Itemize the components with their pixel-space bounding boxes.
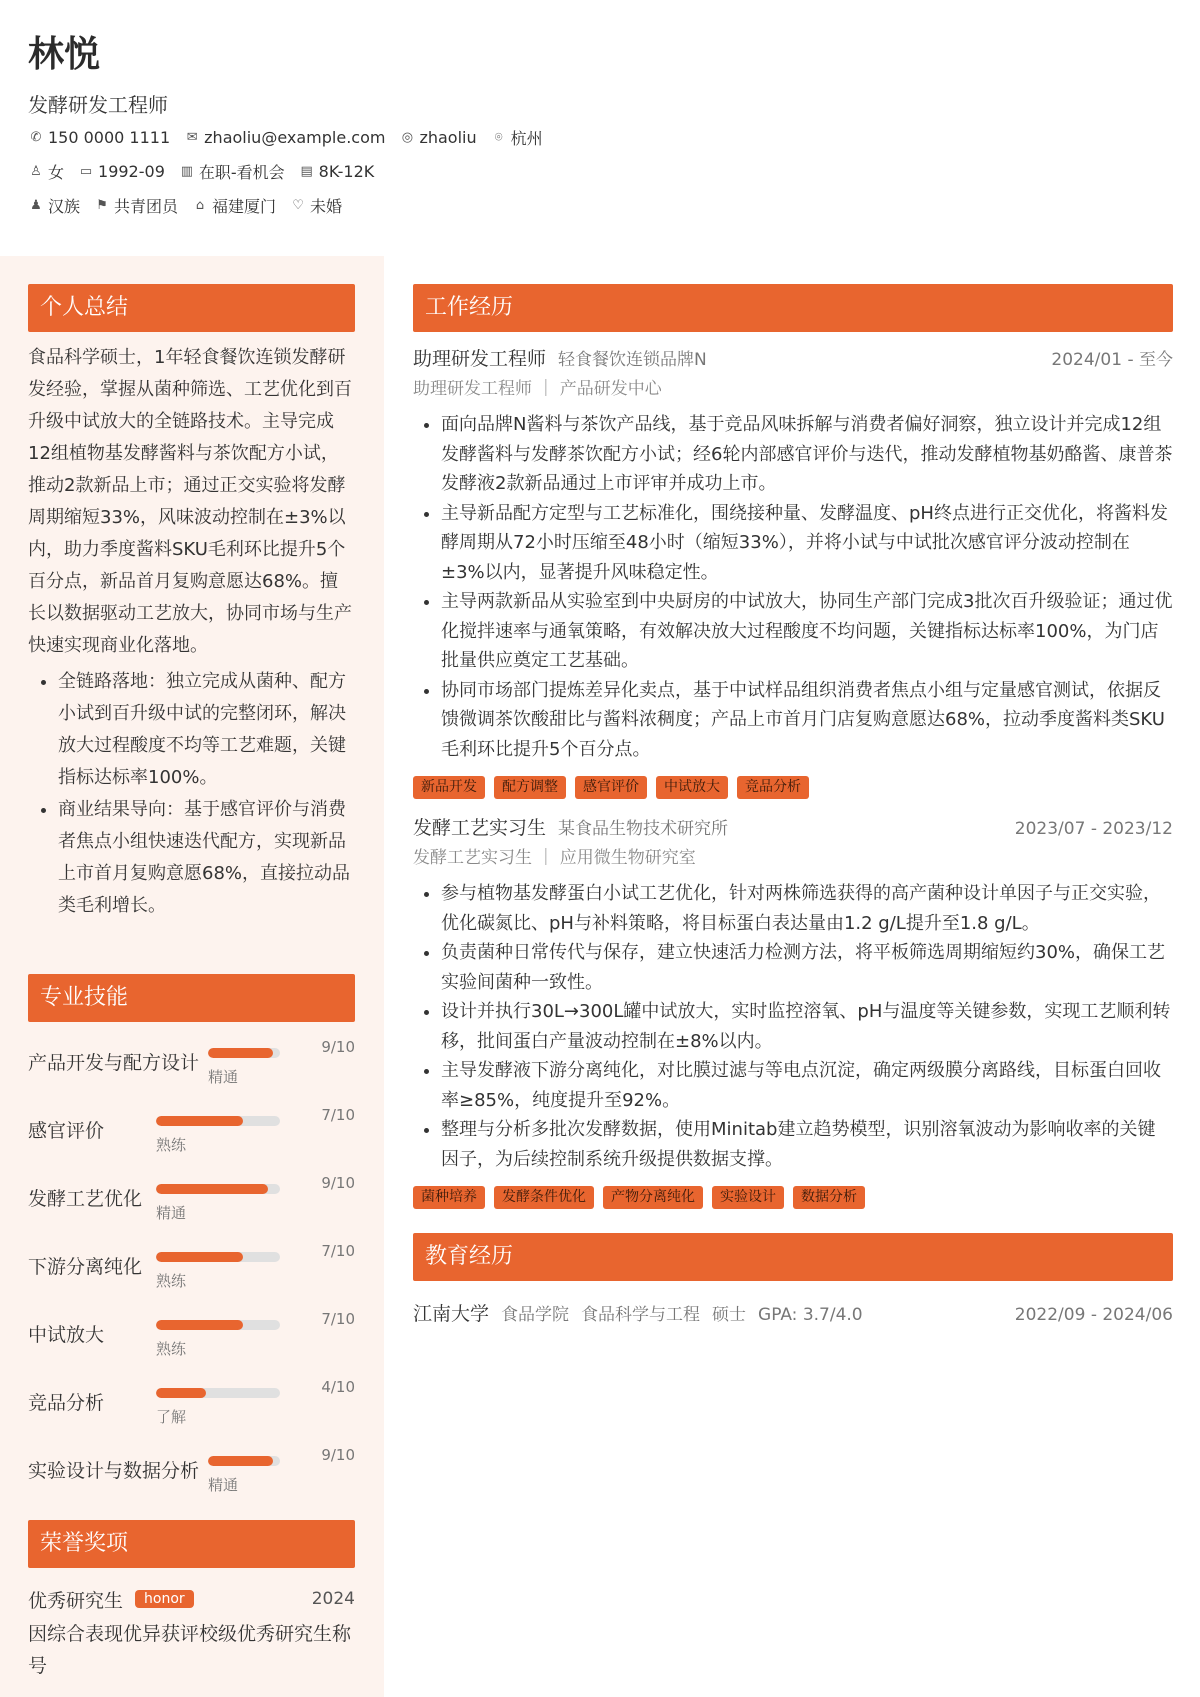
candidate-title: 发酵研发工程师 [28, 93, 168, 117]
education-row [413, 1299, 1173, 1326]
info-item [192, 194, 276, 217]
job-role: 助理研发工程师 [413, 348, 547, 370]
edu-date: 2022/09 - 2024/06 [1014, 1305, 1173, 1325]
job-bullet: • 面向品牌N酱料与茶饮产品线，基于竞品风味拆解与消费者偏好洞察，独立设计并完成12组发酵酱料与发酵茶饮配方小试；经6轮内部感官评价与迭代，推动发酵植物基奶酪酱、康普茶发酵液2款新品通过上市评审并成功上市。 [441, 410, 1173, 499]
job-bullets [413, 410, 1173, 764]
skill-score: 7/10 [321, 1106, 355, 1124]
home-icon: ⌂ [195, 197, 205, 213]
main-column [413, 256, 1173, 1326]
skill-bar-fill [156, 1184, 268, 1194]
candidate-name: 林悦 [28, 34, 101, 75]
info-item [28, 128, 170, 147]
job-header [413, 344, 1173, 374]
skill-row [28, 1102, 355, 1170]
info-item [94, 194, 178, 217]
skill-name: 感官评价 [28, 1120, 105, 1142]
honor-year: 2024 [311, 1589, 355, 1609]
skill-score: 4/10 [321, 1378, 355, 1396]
skill-bar-fill [208, 1456, 273, 1466]
honors-heading: 荣誉奖项 [28, 1520, 355, 1568]
job-date: 2024/01 - 至今 [1051, 350, 1173, 370]
skill-tag: 发酵条件优化 [494, 1186, 594, 1209]
skill-bar [208, 1048, 280, 1058]
summary-section [28, 284, 355, 922]
edu-gpa: GPA: 3.7/4.0 [758, 1305, 863, 1325]
job-role: 发酵工艺实习生 [413, 817, 547, 839]
skill-bar-fill [156, 1388, 206, 1398]
skill-tag: 数据分析 [793, 1186, 865, 1209]
info-text: 8K-12K [318, 161, 375, 181]
skill-bar-fill [208, 1048, 273, 1058]
skill-row [28, 1238, 355, 1306]
skill-bar [156, 1252, 280, 1262]
job-date: 2023/07 - 2023/12 [1014, 819, 1173, 839]
info-text: 150 0000 1111 [48, 127, 171, 147]
skill-row [28, 1374, 355, 1442]
skill-tag: 中试放大 [656, 776, 728, 799]
info-item [299, 162, 375, 181]
skill-bar-fill [156, 1252, 243, 1262]
skills-list [28, 1034, 355, 1510]
skill-score: 9/10 [321, 1174, 355, 1192]
resume-header [28, 28, 1128, 222]
info-item [399, 128, 476, 147]
summary-bullets [28, 666, 355, 922]
job-company: 轻食餐饮连锁品牌N [558, 350, 707, 370]
job-subtitle: 发酵工艺实习生 ｜ 应用微生物研究室 [413, 848, 696, 868]
info-item [28, 160, 64, 183]
skill-level: 精通 [208, 1476, 239, 1494]
birthday-icon: ▭ [79, 163, 93, 179]
info-text: 在职-看机会 [198, 162, 285, 182]
phone-icon: ✆ [30, 129, 42, 145]
info-text: 福建厦门 [212, 196, 277, 216]
honor-name: 优秀研究生 [28, 1589, 124, 1612]
skill-score: 9/10 [321, 1446, 355, 1464]
skill-row [28, 1442, 355, 1510]
skill-bar [156, 1320, 280, 1330]
info-item [290, 194, 342, 217]
info-text: zhaoliu@example.com [204, 127, 386, 147]
skill-level: 精通 [208, 1068, 239, 1086]
detail-row-1 [28, 154, 1128, 188]
info-text: 汉族 [48, 196, 81, 216]
skill-bar [156, 1116, 280, 1126]
skill-bar [208, 1456, 280, 1466]
skill-name: 发酵工艺优化 [28, 1188, 143, 1210]
skill-tag: 竞品分析 [737, 776, 809, 799]
status-icon: ▥ [180, 163, 194, 179]
summary-bullet: • 商业结果导向：基于感官评价与消费者焦点小组快速迭代配方，实现新品上市首月复购意愿68%，直接拉动品类毛利增长。 [58, 794, 355, 922]
skill-level: 精通 [156, 1204, 187, 1222]
info-item [179, 160, 285, 183]
location-icon: ⌾ [494, 129, 503, 145]
gender-icon: ♙ [30, 163, 42, 179]
skill-name: 下游分离纯化 [28, 1256, 143, 1278]
info-text: 1992-09 [98, 161, 165, 181]
job-tags [413, 776, 1173, 799]
skill-bar-fill [156, 1116, 243, 1126]
skill-row [28, 1306, 355, 1374]
job-bullet: • 协同市场部门提炼差异化卖点，基于中试样品组织消费者焦点小组与定量感官测试，依据反馈微调茶饮酸甜比与酱料浓稠度；产品上市首月门店复购意愿达68%，拉动季度酱料类SKU毛利环比提升5个百分点。 [441, 676, 1173, 765]
skill-tag: 产物分离纯化 [603, 1186, 703, 1209]
skill-name: 产品开发与配方设计 [28, 1052, 200, 1074]
summary-heading: 个人总结 [28, 284, 355, 332]
education-section [413, 1233, 1173, 1326]
skill-level: 了解 [156, 1408, 187, 1426]
sidebar [0, 256, 384, 1697]
honor-desc: 因综合表现优异获评校级优秀研究生称号 [28, 1623, 352, 1677]
info-text: 女 [48, 162, 65, 182]
job-header [413, 813, 1173, 843]
summary-text: 食品科学硕士，1年轻食餐饮连锁发酵研发经验，掌握从菌种筛选、工艺优化到百升级中试放大的全链路技术。主导完成12组植物基发酵酱料与茶饮配方小试，推动2款新品上市；通过正交实验将发酵周期缩短33%，风味波动控制在±3%以内，助力季度酱料SKU毛利环比提升5个百分点，新品首月复购意愿达68%。擅长以数据驱动工艺放大，协同市场与生产快速实现商业化落地。 [28, 347, 352, 656]
mail-icon: ✉ [186, 129, 198, 145]
work-heading: 工作经历 [413, 284, 1173, 332]
info-text: 共青团员 [114, 196, 179, 216]
skills-heading: 专业技能 [28, 974, 355, 1022]
info-text: 杭州 [510, 128, 543, 148]
job-bullet: • 负责菌种日常传代与保存，建立快速活力检测方法，将平板筛选周期缩短约30%，确保工艺实验间菌种一致性。 [441, 938, 1173, 997]
job-entry [413, 813, 1173, 1209]
heart-icon: ♡ [292, 197, 304, 213]
salary-icon: ▤ [300, 163, 313, 179]
honor-tag: honor [135, 1590, 194, 1608]
skill-tag: 实验设计 [712, 1186, 784, 1209]
info-item [78, 162, 165, 181]
info-item [491, 126, 543, 149]
skill-score: 9/10 [321, 1038, 355, 1056]
skill-tag: 菌种培养 [413, 1186, 485, 1209]
job-bullets [413, 879, 1173, 1174]
skill-tag: 感官评价 [575, 776, 647, 799]
job-bullet: • 主导发酵液下游分离纯化，对比膜过滤与等电点沉淀，确定两级膜分离路线，目标蛋白回收率≥85%，纯度提升至92%。 [441, 1056, 1173, 1115]
job-bullet: • 设计并执行30L→300L罐中试放大，实时监控溶氧、pH与温度等关键参数，实现工艺顺利转移，批间蛋白产量波动控制在±8%以内。 [441, 997, 1173, 1056]
skill-tag: 配方调整 [494, 776, 566, 799]
skill-name: 实验设计与数据分析 [28, 1460, 200, 1482]
skill-level: 熟练 [156, 1272, 187, 1290]
skill-level: 熟练 [156, 1340, 187, 1358]
education-heading: 教育经历 [413, 1233, 1173, 1281]
skill-level: 熟练 [156, 1136, 187, 1154]
honors-section [28, 1520, 355, 1682]
job-list [413, 344, 1173, 1209]
work-section [413, 284, 1173, 1209]
job-bullet: • 整理与分析多批次发酵数据，使用Minitab建立趋势模型，识别溶氧波动为影响收率的关键因子，为后续控制系统升级提供数据支撑。 [441, 1115, 1173, 1174]
info-text: zhaoliu [419, 127, 477, 147]
job-bullet: • 主导两款新品从实验室到中央厨房的中试放大，协同生产部门完成3批次百升级验证；通过优化搅拌速率与通氧策略，有效解决放大过程酸度不均问题，关键指标达标率100%，为门店批量供应奠定工艺基础。 [441, 587, 1173, 676]
info-item [28, 194, 80, 217]
edu-college: 食品学院 [501, 1305, 570, 1325]
info-item [184, 128, 385, 147]
skill-bar [156, 1184, 280, 1194]
skills-section [28, 974, 355, 1510]
job-bullet: • 主导新品配方定型与工艺标准化，围绕接种量、发酵温度、pH终点进行正交优化，将酱料发酵周期从72小时压缩至48小时（缩短33%），并将小试与中试批次感官评分波动控制在±3%以内，显著提升风味稳定性。 [441, 499, 1173, 588]
flag-icon: ⚑ [96, 197, 108, 213]
skill-name: 中试放大 [28, 1324, 105, 1346]
edu-degree: 硕士 [712, 1305, 747, 1325]
detail-row-2 [28, 188, 1128, 222]
summary-bullet: • 全链路落地：独立完成从菌种、配方小试到百升级中试的完整闭环，解决放大过程酸度不均等工艺难题，关键指标达标率100%。 [58, 666, 355, 794]
job-entry [413, 344, 1173, 799]
honor-row [28, 1584, 355, 1614]
contact-row [28, 120, 1128, 154]
skill-row [28, 1170, 355, 1238]
info-text: 未婚 [310, 196, 343, 216]
job-subtitle: 助理研发工程师 ｜ 产品研发中心 [413, 379, 662, 399]
edu-major: 食品科学与工程 [581, 1305, 701, 1325]
job-tags [413, 1186, 1173, 1209]
skill-bar-fill [156, 1320, 243, 1330]
skill-name: 竞品分析 [28, 1392, 105, 1414]
skill-row [28, 1034, 355, 1102]
job-company: 某食品生物技术研究所 [558, 819, 729, 839]
wechat-icon: ◎ [401, 129, 414, 145]
skill-score: 7/10 [321, 1242, 355, 1260]
skill-bar [156, 1388, 280, 1398]
skill-tag: 新品开发 [413, 776, 485, 799]
skill-score: 7/10 [321, 1310, 355, 1328]
job-bullet: • 参与植物基发酵蛋白小试工艺优化，针对两株筛选获得的高产菌种设计单因子与正交实验，优化碳氮比、pH与补料策略，将目标蛋白表达量由1.2 g/L提升至1.8 g/L。 [441, 879, 1173, 938]
edu-school: 江南大学 [413, 1303, 490, 1325]
ethnicity-icon: ♟ [30, 197, 42, 213]
